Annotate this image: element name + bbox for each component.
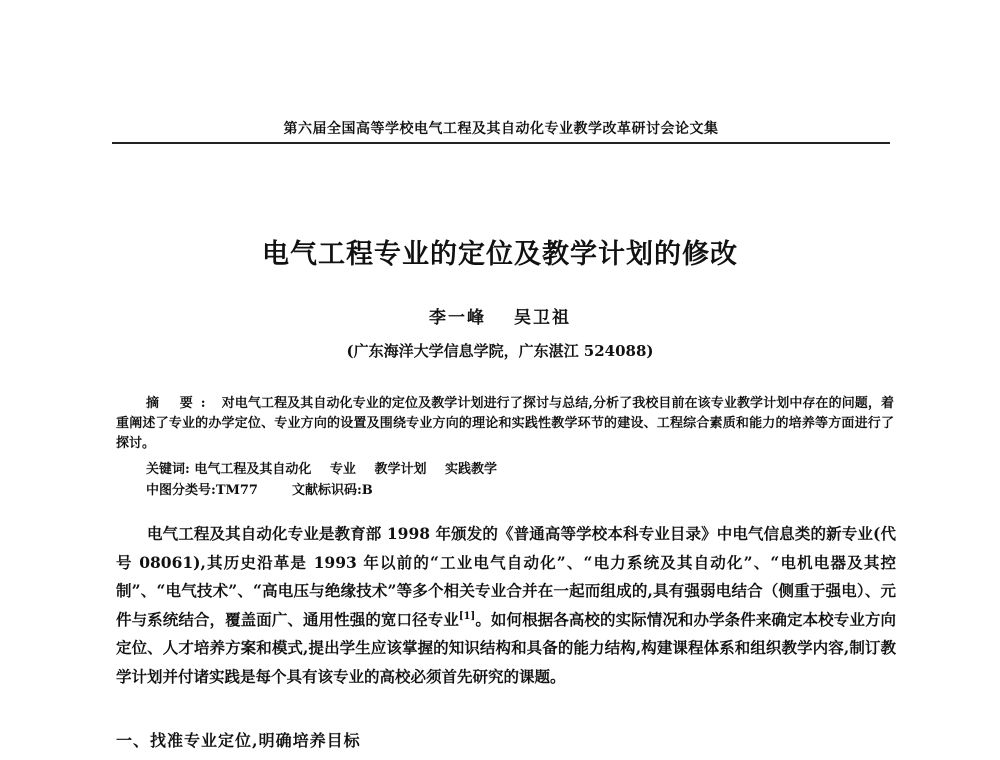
affiliation: (广东海洋大学信息学院，广东湛江 524088) bbox=[346, 342, 654, 360]
author-name: 李一峰 bbox=[429, 308, 487, 328]
authors bbox=[100, 303, 900, 328]
keywords-label: 关键词: bbox=[146, 462, 190, 477]
keyword-item: 教学计划 bbox=[374, 462, 427, 477]
abstract bbox=[116, 394, 894, 454]
doc-code-label: 文献标识码: bbox=[291, 483, 362, 498]
keyword-item: 专业 bbox=[329, 462, 356, 477]
classification-line bbox=[146, 481, 373, 501]
doc-code-value: B bbox=[361, 483, 373, 498]
keywords-line bbox=[146, 460, 497, 480]
abstract-label: 摘 要: bbox=[146, 396, 214, 411]
keyword-item: 电气工程及其自动化 bbox=[194, 462, 312, 477]
body-text-part: 。如何根据各高校的实际情况和办学条件来确定本校专业方向定位、人才培养方案和模式,提出学生应该掌握的知识结构和具备的能力结构,构建课程体系和组织教学内容,制订教学计划并付诸实践是每个具有该专业的高校必须首先研究的课题。 bbox=[116, 609, 896, 686]
header-rule bbox=[112, 142, 890, 144]
abstract-text: 对电气工程及其自动化专业的定位及教学计划进行了探讨与总结,分析了我校目前在该专业教学计划中存在的问题，着重阐述了专业的办学定位、专业方向的设置及围绕专业方向的理论和实践性教学环节的建设、工程综合素质和能力的培养等方面进行了探讨。 bbox=[116, 396, 894, 451]
clc-value: TM77 bbox=[215, 483, 258, 498]
keyword-item: 实践教学 bbox=[444, 462, 497, 477]
paper-title: 电气工程专业的定位及教学计划的修改 bbox=[262, 239, 738, 270]
author-name: 吴卫祖 bbox=[513, 308, 571, 328]
running-header: 第六届全国高等学校电气工程及其自动化专业教学改革研讨会论文集 bbox=[283, 121, 719, 137]
body-paragraph bbox=[116, 520, 896, 691]
section-heading: 一、找准专业定位,明确培养目标 bbox=[116, 731, 361, 750]
citation-ref: [1] bbox=[458, 610, 476, 622]
clc-label: 中图分类号: bbox=[146, 483, 216, 498]
body-text-part: 电气工程及其自动化专业是教育部 1998 年颁发的《普通高等学校本科专业目录》中电气信息类的新专业(代号 08061),其历史沿革是 1993 年以前的“工业电气自动化”、“电力系统及其自动化”、“电机电器及其控制”、“电气技术”、“高电压与绝缘技术”等多个相关专业合并在一起而组成的,具有强弱电结合（侧重于强电）、元件与系统结合，覆盖面广、通用性强的宽口径专业 bbox=[116, 524, 896, 629]
